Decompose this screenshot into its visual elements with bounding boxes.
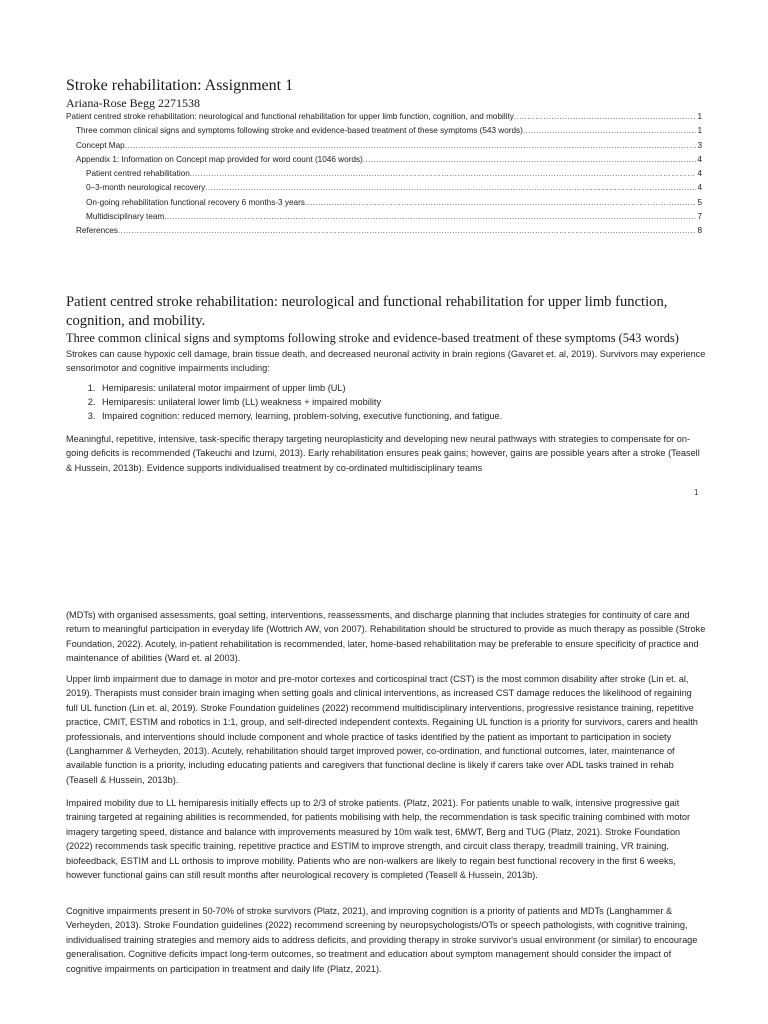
toc-entry-page: 7	[697, 212, 702, 222]
toc-entry[interactable]	[66, 139, 702, 153]
table-of-contents	[66, 110, 702, 239]
toc-entry[interactable]	[66, 124, 702, 138]
intro-paragraph: Strokes can cause hypoxic cell damage, brain tissue death, and decreased neuronal activity in brain regions (Gavaret et. al, 2019). Survivors may experience sensorimotor and cognitive impairments including:	[66, 349, 706, 374]
toc-entry[interactable]	[66, 224, 702, 238]
document-title: Stroke rehabilitation: Assignment 1	[66, 77, 294, 94]
list-item: 3. Impaired cognition: reduced memory, learning, problem-solving, executive functioning, and fatigue.	[98, 409, 718, 423]
toc-leader-dots	[305, 196, 697, 210]
toc-entry[interactable]	[66, 210, 702, 224]
toc-leader-dots	[125, 139, 697, 153]
toc-entry-title: On-going rehabilitation functional recovery 6 months-3 years	[86, 197, 305, 207]
toc-entry[interactable]	[66, 110, 702, 124]
toc-entry-page: 4	[697, 169, 702, 179]
toc-entry-title: Concept Map	[76, 140, 125, 150]
toc-entry-page: 4	[697, 154, 702, 164]
page-number: 1	[694, 488, 699, 497]
body-paragraph: Cognitive impairments present in 50-70% of stroke survivors (Platz, 2021), and improving cognition is a priority of patients and MDTs (Langhammer & Verheyden, 2013). Stroke Foundation guidelines (2022) recommend screening by neuropsychologists/OTs or speech pathologists, with cognitive training, individualised training strategies and memory aids to address deficits, and providing therapy in stroke survivor's usual environment (or similar) to encourage generalisation. Cognitive deficits impact long-term outcomes, so treatment and education about symptom management should consider the impact of cognitive impairments on participation in treatment and daily life (Platz, 2021).	[66, 906, 698, 974]
toc-entry-page: 5	[697, 197, 702, 207]
section-heading: Patient centred stroke rehabilitation: neurological and functional rehabilitation for upper limb function, cognition, and mobility.	[66, 294, 668, 329]
toc-entry-page: 1	[697, 126, 702, 136]
toc-entry-title: Patient centred stroke rehabilitation: neurological and functional rehabilitation for upper limb function, cognition, and mobility	[66, 112, 514, 121]
toc-entry[interactable]	[66, 153, 702, 167]
body-paragraph: Upper limb impairment due to damage in motor and pre-motor cortexes and corticospinal tract (CST) is the most common disability after stroke (Lin et. al, 2019). Therapists must consider brain imaging when setting goals and clinical interventions, as increased CST damage reduces the likelihood of regaining full UL function (Lin et. al, 2019). Stroke Foundation guidelines (2022) recommend multidisciplinary interventions, progressive resistance training, repetitive practice, CMIT, ESTIM and robotics in 1:1, group, and self-directed independent contexts. Regaining UL function is a priority for survivors, carers and health professionals, and interventions should include component and whole practice of tasks identified by the patient as important to participation in society (Langhammer & Verheyden, 2013). Acutely, rehabilitation should target improved power, co-ordination, and functional outcomes, later, maintenance of available function is a priority, including educating patients and caregivers that functional decline is likely if carers take over ADL tasks trained in rehab (Teasell & Hussein, 2013b).	[66, 674, 698, 785]
toc-entry[interactable]	[66, 181, 702, 195]
toc-leader-dots	[118, 224, 697, 238]
toc-entry-title: 0–3-month neurological recovery	[86, 183, 206, 193]
toc-entry-page: 4	[697, 183, 702, 193]
subsection-heading: Three common clinical signs and symptoms following stroke and evidence-based treatment of these symptoms (543 words)	[66, 331, 679, 345]
symptom-list	[66, 381, 718, 424]
toc-entry-title: Three common clinical signs and symptoms following stroke and evidence-based treatment of these symptoms (543 words)	[76, 126, 523, 136]
toc-leader-dots	[514, 110, 697, 124]
toc-entry-page: 8	[697, 226, 702, 236]
toc-leader-dots	[190, 167, 697, 181]
toc-entry-title: Appendix 1: Information on Concept map provided for word count (1046 words)	[76, 154, 363, 164]
toc-leader-dots	[363, 153, 697, 167]
body-paragraph: (MDTs) with organised assessments, goal setting, interventions, reassessments, and discharge planning that includes strategies for continuity of care and return to meaningful participation in everyday life (Wottrich AW, von 2007). Rehabilitation should be structured to provide as much therapy as possible (Stroke Foundation, 2022). Acutely, in-patient rehabilitation is recommended, later, home-based rehabilitation may be preferable to ensure specificity of practice and maintenance of abilities (Ward et. al 2003).	[66, 610, 706, 664]
list-item: 1. Hemiparesis: unilateral motor impairment of upper limb (UL)	[98, 381, 718, 395]
toc-entry-page: 1	[697, 112, 702, 121]
toc-leader-dots	[205, 181, 696, 195]
toc-entry[interactable]	[66, 167, 702, 181]
toc-entry-page: 3	[697, 140, 702, 150]
toc-leader-dots	[523, 124, 697, 138]
toc-entry-title: Multidisciplinary team	[86, 212, 165, 222]
toc-leader-dots	[164, 210, 696, 224]
toc-entry-title: Patient centred rehabilitation	[86, 169, 190, 179]
author-line: Ariana-Rose Begg 2271538	[66, 96, 200, 110]
toc-entry-title: References	[76, 226, 118, 236]
body-paragraph: Meaningful, repetitive, intensive, task-specific therapy targeting neuroplasticity and developing new neural pathways with strategies to compensate for on-going deficits is recommended (Takeuchi and Izumi, 2013). Early rehabilitation ensures peak gains; however, gains are possible years after a stroke (Teasell & Hussein, 2013b). Evidence supports individualised treatment by co-ordinated multidisciplinary teams	[66, 434, 700, 473]
list-item: 2. Hemiparesis: unilateral lower limb (LL) weakness + impaired mobility	[98, 395, 718, 409]
body-paragraph: Impaired mobility due to LL hemiparesis initially effects up to 2/3 of stroke patients. (Platz, 2021). For patients unable to walk, intensive progressive gait training targeted at regaining abilities is recommended, for patients mobilising with help, the recommendation is task specific training combined with motor imagery targeting speed, distance and balance with improvements measured by 10m walk test, 6MWT, Berg and TUG (Platz, 2021). Stroke Foundation (2022) recommends task specific training, repetitive practice and ESTIM to improve strength, and circuit class therapy, treadmill training, VR training, biofeedback, ESTIM and LL orthosis to improve mobility. Patients who are non-walkers are likely to regain best functional recovery in the first 6 weeks, however functional gains can still result months after neurological recovery is completed (Teasell & Hussein, 2013b).	[66, 798, 691, 881]
toc-entry[interactable]	[66, 196, 702, 210]
